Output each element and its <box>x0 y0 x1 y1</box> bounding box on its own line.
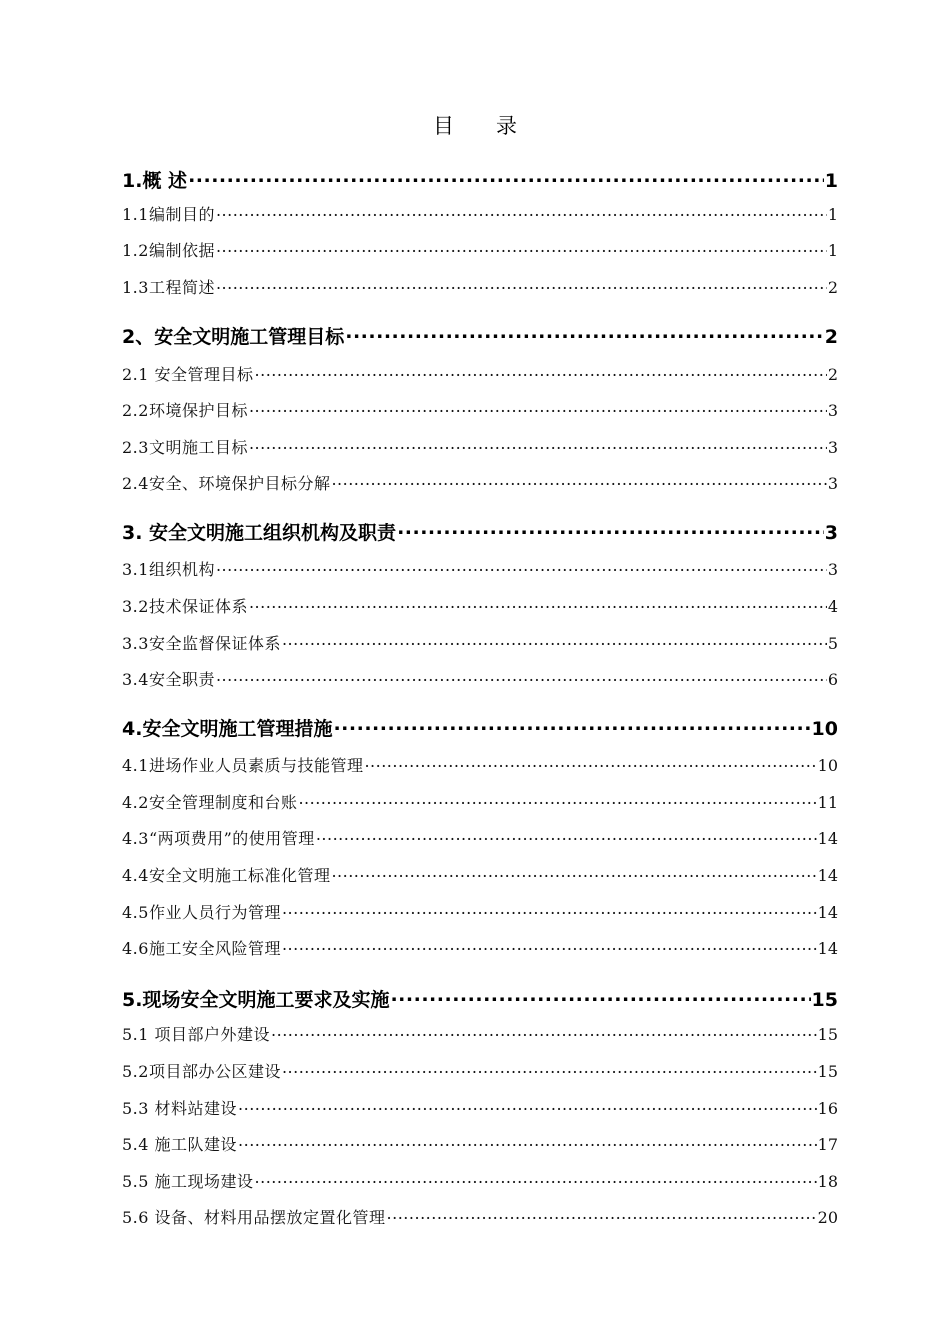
toc-subsection-entry[interactable] <box>122 1022 838 1045</box>
toc-dot-leader <box>216 240 827 256</box>
toc-page-number: 15 <box>817 1025 838 1044</box>
toc-subsection-entry[interactable] <box>122 826 838 849</box>
toc-title-right: 录 <box>496 114 517 138</box>
toc-subsection-entry[interactable] <box>122 594 838 617</box>
toc-dot-leader <box>282 902 817 918</box>
toc-entry-label: 5.5 施工现场建设 <box>122 1172 254 1191</box>
toc-dot-leader <box>216 669 827 685</box>
toc-entry-label: 1.1编制目的 <box>122 205 215 224</box>
toc-entry-label: 4.5作业人员行为管理 <box>122 903 281 922</box>
toc-entry-label: 3.4安全职责 <box>122 670 215 689</box>
toc-entry-label: 1.3工程简述 <box>122 278 215 297</box>
toc-subsection-entry[interactable] <box>122 471 838 494</box>
toc-subsection-entry[interactable] <box>122 753 838 776</box>
toc-entry-label: 3.1组织机构 <box>122 560 215 579</box>
toc-subsection-entry[interactable] <box>122 1132 838 1155</box>
toc-dot-leader <box>282 938 817 954</box>
toc-dot-leader <box>282 633 827 649</box>
toc-page-number: 10 <box>817 756 838 775</box>
toc-page-number: 3 <box>827 438 838 457</box>
toc-page-number: 20 <box>817 1208 838 1227</box>
toc-page-number: 1 <box>827 205 838 224</box>
toc-entry-label: 5.6 设备、材料用品摆放定置化管理 <box>122 1208 386 1227</box>
toc-dot-leader <box>345 324 824 343</box>
toc-entry-label: 1.概 述 <box>122 170 188 192</box>
toc-page-number: 16 <box>817 1099 838 1118</box>
toc-dot-leader <box>298 792 816 808</box>
toc-dot-leader <box>316 828 817 844</box>
toc-subsection-entry[interactable] <box>122 900 838 923</box>
toc-subsection-entry[interactable] <box>122 275 838 298</box>
toc-entry-label: 2.1 安全管理目标 <box>122 365 254 384</box>
toc-page-number: 3 <box>824 522 838 544</box>
toc-page-number: 14 <box>817 866 838 885</box>
toc-page-number: 2 <box>827 365 838 384</box>
toc-subsection-entry[interactable] <box>122 202 838 225</box>
toc-dot-leader <box>216 204 827 220</box>
toc-entry-label: 2.2环境保护目标 <box>122 401 248 420</box>
toc-dot-leader <box>249 400 827 416</box>
toc-dot-leader <box>216 277 827 293</box>
toc-page-number: 4 <box>827 597 838 616</box>
toc-section-entry[interactable] <box>122 322 838 349</box>
toc-page-number: 14 <box>817 939 838 958</box>
toc-subsection-entry[interactable] <box>122 863 838 886</box>
toc-subsection-entry[interactable] <box>122 1059 838 1082</box>
toc-entry-label: 5.4 施工队建设 <box>122 1135 238 1154</box>
toc-title-left: 目 <box>433 114 454 138</box>
toc-subsection-entry[interactable] <box>122 790 838 813</box>
toc-dot-leader <box>364 755 816 771</box>
toc-page-number: 2 <box>827 278 838 297</box>
toc-page-number: 17 <box>817 1135 838 1154</box>
toc-page-number: 3 <box>827 560 838 579</box>
toc-entry-label: 4.2安全管理制度和台账 <box>122 793 298 812</box>
toc-page-number: 15 <box>817 1062 838 1081</box>
toc-entry-label: 5.3 材料站建设 <box>122 1099 238 1118</box>
toc-dot-leader <box>249 437 827 453</box>
toc-dot-leader <box>282 1061 817 1077</box>
toc-subsection-entry[interactable] <box>122 1096 838 1119</box>
toc-page-number: 10 <box>811 718 838 740</box>
toc-page-number: 14 <box>817 829 838 848</box>
toc-subsection-entry[interactable] <box>122 1169 838 1192</box>
toc-entry-label: 4.安全文明施工管理措施 <box>122 718 333 740</box>
toc-page-number: 5 <box>827 634 838 653</box>
toc-entry-label: 1.2编制依据 <box>122 241 215 260</box>
toc-entry-label: 3.3安全监督保证体系 <box>122 634 281 653</box>
toc-dot-leader <box>255 1171 817 1187</box>
toc-dot-leader <box>397 520 824 539</box>
toc-subsection-entry[interactable] <box>122 1205 838 1228</box>
toc-page-number: 18 <box>817 1172 838 1191</box>
toc-page-number: 6 <box>827 670 838 689</box>
toc-dot-leader <box>238 1098 817 1114</box>
toc-dot-leader <box>188 168 824 187</box>
toc-dot-leader <box>238 1134 817 1150</box>
toc-entry-label: 4.1进场作业人员素质与技能管理 <box>122 756 364 775</box>
toc-dot-leader <box>271 1024 817 1040</box>
toc-entry-label: 3.2技术保证体系 <box>122 597 248 616</box>
toc-subsection-entry[interactable] <box>122 362 838 385</box>
toc-entry-label: 4.4安全文明施工标准化管理 <box>122 866 331 885</box>
toc-subsection-entry[interactable] <box>122 398 838 421</box>
toc-page-number: 14 <box>817 903 838 922</box>
toc-entry-label: 4.6施工安全风险管理 <box>122 939 281 958</box>
toc-entry-label: 2.3文明施工目标 <box>122 438 248 457</box>
toc-entry-label: 2.4安全、环境保护目标分解 <box>122 474 331 493</box>
toc-section-entry[interactable] <box>122 166 838 193</box>
toc-title <box>0 110 950 140</box>
toc-dot-leader <box>331 473 826 489</box>
toc-subsection-entry[interactable] <box>122 936 838 959</box>
toc-page-number: 2 <box>824 326 838 348</box>
toc-dot-leader <box>255 364 827 380</box>
toc-subsection-entry[interactable] <box>122 238 838 261</box>
toc-page-number: 1 <box>827 241 838 260</box>
toc-page-number: 11 <box>817 793 838 812</box>
toc-dot-leader <box>390 987 810 1006</box>
toc-entry-label: 5.2项目部办公区建设 <box>122 1062 281 1081</box>
toc-dot-leader <box>331 865 816 881</box>
toc-subsection-entry[interactable] <box>122 435 838 458</box>
toc-dot-leader <box>333 716 810 735</box>
toc-entry-label: 3. 安全文明施工组织机构及职责 <box>122 522 397 544</box>
toc-entry-label: 2、安全文明施工管理目标 <box>122 326 345 348</box>
toc-section-entry[interactable] <box>122 985 838 1012</box>
toc-page-number: 15 <box>811 989 838 1011</box>
toc-page-number: 3 <box>827 474 838 493</box>
toc-page-number: 3 <box>827 401 838 420</box>
toc-subsection-entry[interactable] <box>122 631 838 654</box>
toc-entry-label: 4.3“两项费用”的使用管理 <box>122 829 315 848</box>
toc-section-entry[interactable] <box>122 714 838 741</box>
toc-dot-leader <box>387 1207 817 1223</box>
toc-dot-leader <box>216 559 827 575</box>
toc-dot-leader <box>249 596 827 612</box>
toc-entry-label: 5.现场安全文明施工要求及实施 <box>122 989 390 1011</box>
toc-subsection-entry[interactable] <box>122 557 838 580</box>
toc-page-number: 1 <box>824 170 838 192</box>
toc-entry-label: 5.1 项目部户外建设 <box>122 1025 271 1044</box>
toc-subsection-entry[interactable] <box>122 667 838 690</box>
toc-section-entry[interactable] <box>122 518 838 545</box>
